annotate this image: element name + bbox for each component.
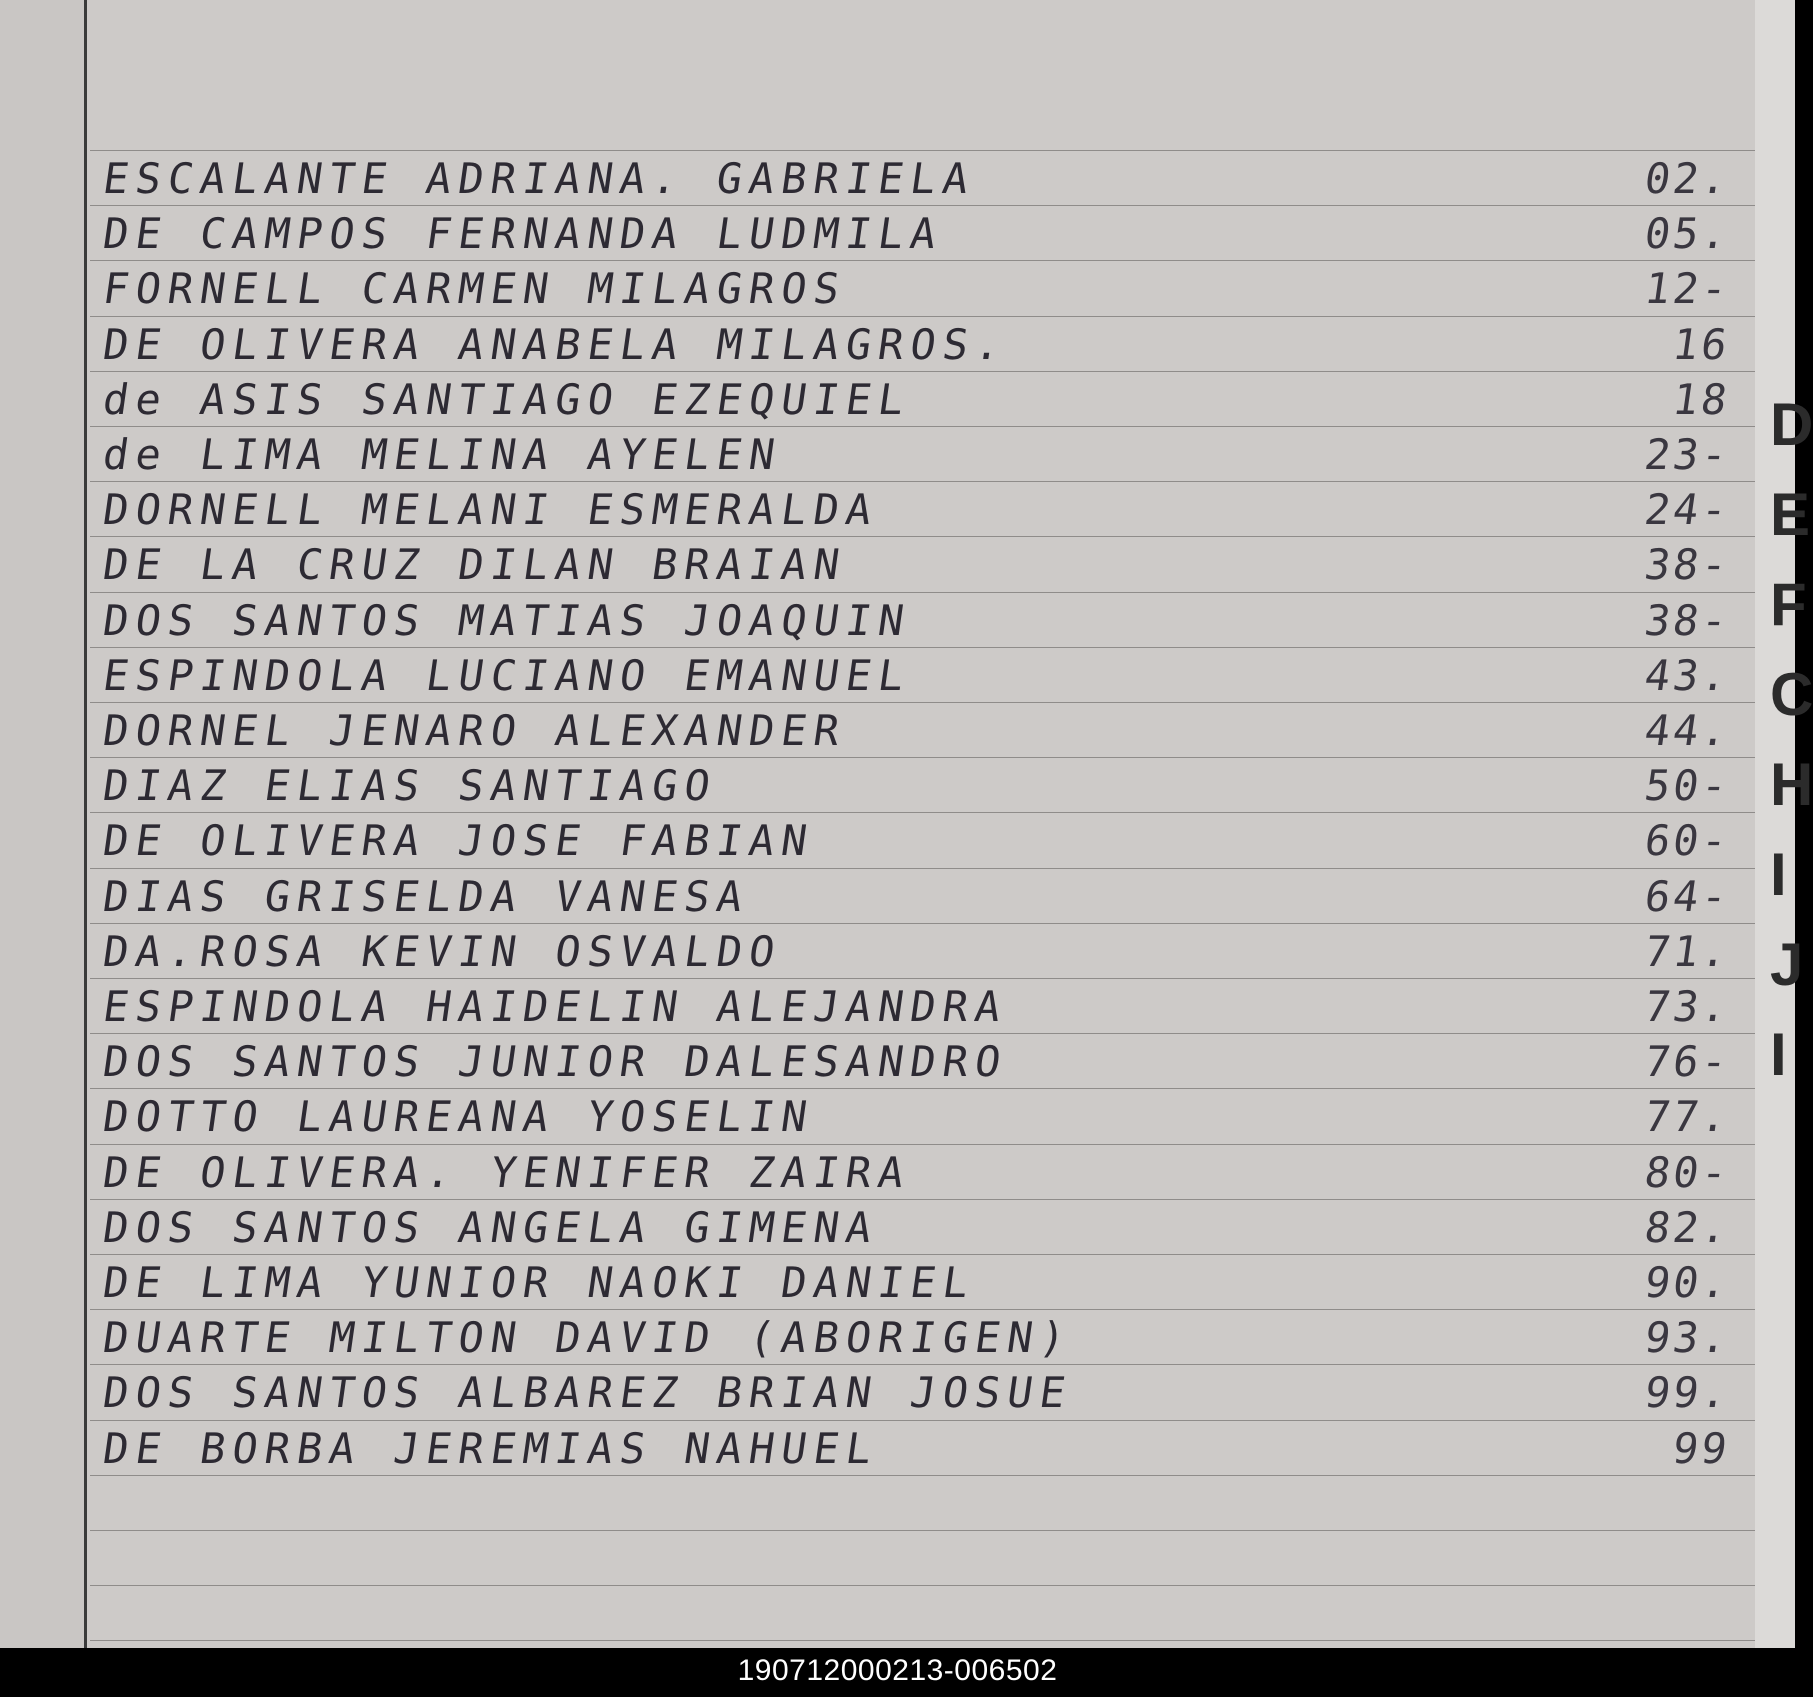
student-name: DE LIMA YUNIOR NAOKI DANIEL: [100, 1258, 979, 1307]
student-name: ESCALANTE ADRIANA. GABRIELA: [100, 154, 979, 203]
adjacent-page-letter: E: [1770, 481, 1811, 548]
list-item: [100, 375, 1750, 428]
list-item: [100, 320, 1750, 373]
list-number: 38-: [1641, 540, 1734, 589]
list-number: 43.: [1641, 651, 1734, 700]
list-item: [100, 816, 1750, 869]
list-number: 99: [1669, 1424, 1734, 1473]
student-name: DE OLIVERA JOSE FABIAN: [100, 816, 818, 865]
student-name: DE BORBA JEREMIAS NAHUEL: [100, 1424, 882, 1473]
list-number: 76-: [1641, 1037, 1734, 1086]
list-number: 05.: [1641, 209, 1734, 258]
list-number: 99.: [1641, 1368, 1734, 1417]
adjacent-page-letter: J: [1770, 931, 1804, 998]
student-name: DOTTO LAUREANA YOSELIN: [100, 1092, 818, 1141]
student-name: DE LA CRUZ DILAN BRAIAN: [100, 540, 850, 589]
list-number: 71.: [1641, 927, 1734, 976]
student-name: de LIMA MELINA AYELEN: [100, 430, 785, 479]
footer-bar: [0, 1648, 1795, 1697]
adjacent-page-letter: I: [1770, 1021, 1787, 1088]
list-item: [100, 706, 1750, 759]
adjacent-page-letter: D: [1770, 391, 1813, 458]
list-number: 24-: [1641, 485, 1734, 534]
list-item: [100, 430, 1750, 483]
list-item: [100, 1148, 1750, 1201]
list-item: [100, 872, 1750, 925]
student-name: DE OLIVERA ANABELA MILAGROS.: [100, 320, 1011, 369]
ruled-line: [90, 150, 1755, 151]
list-number: 50-: [1641, 761, 1734, 810]
list-number: 02.: [1641, 154, 1734, 203]
ruled-line: [90, 1640, 1755, 1641]
list-item: [100, 1368, 1750, 1421]
list-item: [100, 1203, 1750, 1256]
list-item: [100, 927, 1750, 980]
adjacent-page-letters: [1770, 391, 1813, 1115]
list-item: [100, 540, 1750, 593]
adjacent-page-letter: H: [1770, 751, 1813, 818]
ruled-line: [90, 1530, 1755, 1531]
student-name: DE CAMPOS FERNANDA LUDMILA: [100, 209, 947, 258]
ruled-line: [90, 1585, 1755, 1586]
list-item: [100, 651, 1750, 704]
student-name: de ASIS SANTIAGO EZEQUIEL: [100, 375, 915, 424]
student-name: DOS SANTOS ANGELA GIMENA: [100, 1203, 882, 1252]
list-number: 60-: [1641, 816, 1734, 865]
student-name: DUARTE MILTON DAVID (ABORIGEN): [100, 1313, 1076, 1362]
list-number: 12-: [1641, 264, 1734, 313]
list-item: [100, 485, 1750, 538]
student-name: FORNELL CARMEN MILAGROS: [100, 264, 850, 313]
list-number: 90.: [1641, 1258, 1734, 1307]
list-item: [100, 1424, 1750, 1477]
list-item: [100, 209, 1750, 262]
student-name: DOS SANTOS JUNIOR DALESANDRO: [100, 1037, 1011, 1086]
student-name: DIAS GRISELDA VANESA: [100, 872, 753, 921]
student-name: DOS SANTOS ALBAREZ BRIAN JOSUE: [100, 1368, 1076, 1417]
list-item: [100, 1313, 1750, 1366]
student-name: ESPINDOLA LUCIANO EMANUEL: [100, 651, 915, 700]
list-item: [100, 154, 1750, 207]
list-item: [100, 596, 1750, 649]
adjacent-page-letter: C: [1770, 661, 1813, 728]
list-number: 16: [1669, 320, 1734, 369]
list-number: 73.: [1641, 982, 1734, 1031]
student-name: DIAZ ELIAS SANTIAGO: [100, 761, 721, 810]
list-number: 80-: [1641, 1148, 1734, 1197]
list-item: [100, 1092, 1750, 1145]
list-item: [100, 982, 1750, 1035]
list-number: 82.: [1641, 1203, 1734, 1252]
list-number: 23-: [1641, 430, 1734, 479]
list-item: [100, 264, 1750, 317]
left-page-strip: [0, 0, 86, 1648]
student-name: DOS SANTOS MATIAS JOAQUIN: [100, 596, 915, 645]
student-name: DORNEL JENARO ALEXANDER: [100, 706, 850, 755]
student-name: DA.ROSA KEVIN OSVALDO: [100, 927, 785, 976]
student-name: ESPINDOLA HAIDELIN ALEJANDRA: [100, 982, 1011, 1031]
adjacent-page-letter: F: [1770, 571, 1807, 638]
document-code: 190712000213-006502: [737, 1654, 1058, 1687]
list-number: 38-: [1641, 596, 1734, 645]
student-name: DORNELL MELANI ESMERALDA: [100, 485, 882, 534]
list-item: [100, 1037, 1750, 1090]
list-item: [100, 761, 1750, 814]
adjacent-page-letter: I: [1770, 841, 1787, 908]
list-number: 77.: [1641, 1092, 1734, 1141]
list-number: 93.: [1641, 1313, 1734, 1362]
list-number: 44.: [1641, 706, 1734, 755]
list-number: 18: [1669, 375, 1734, 424]
list-item: [100, 1258, 1750, 1311]
list-number: 64-: [1641, 872, 1734, 921]
margin-line: [84, 0, 87, 1648]
student-name: DE OLIVERA. YENIFER ZAIRA: [100, 1148, 915, 1197]
